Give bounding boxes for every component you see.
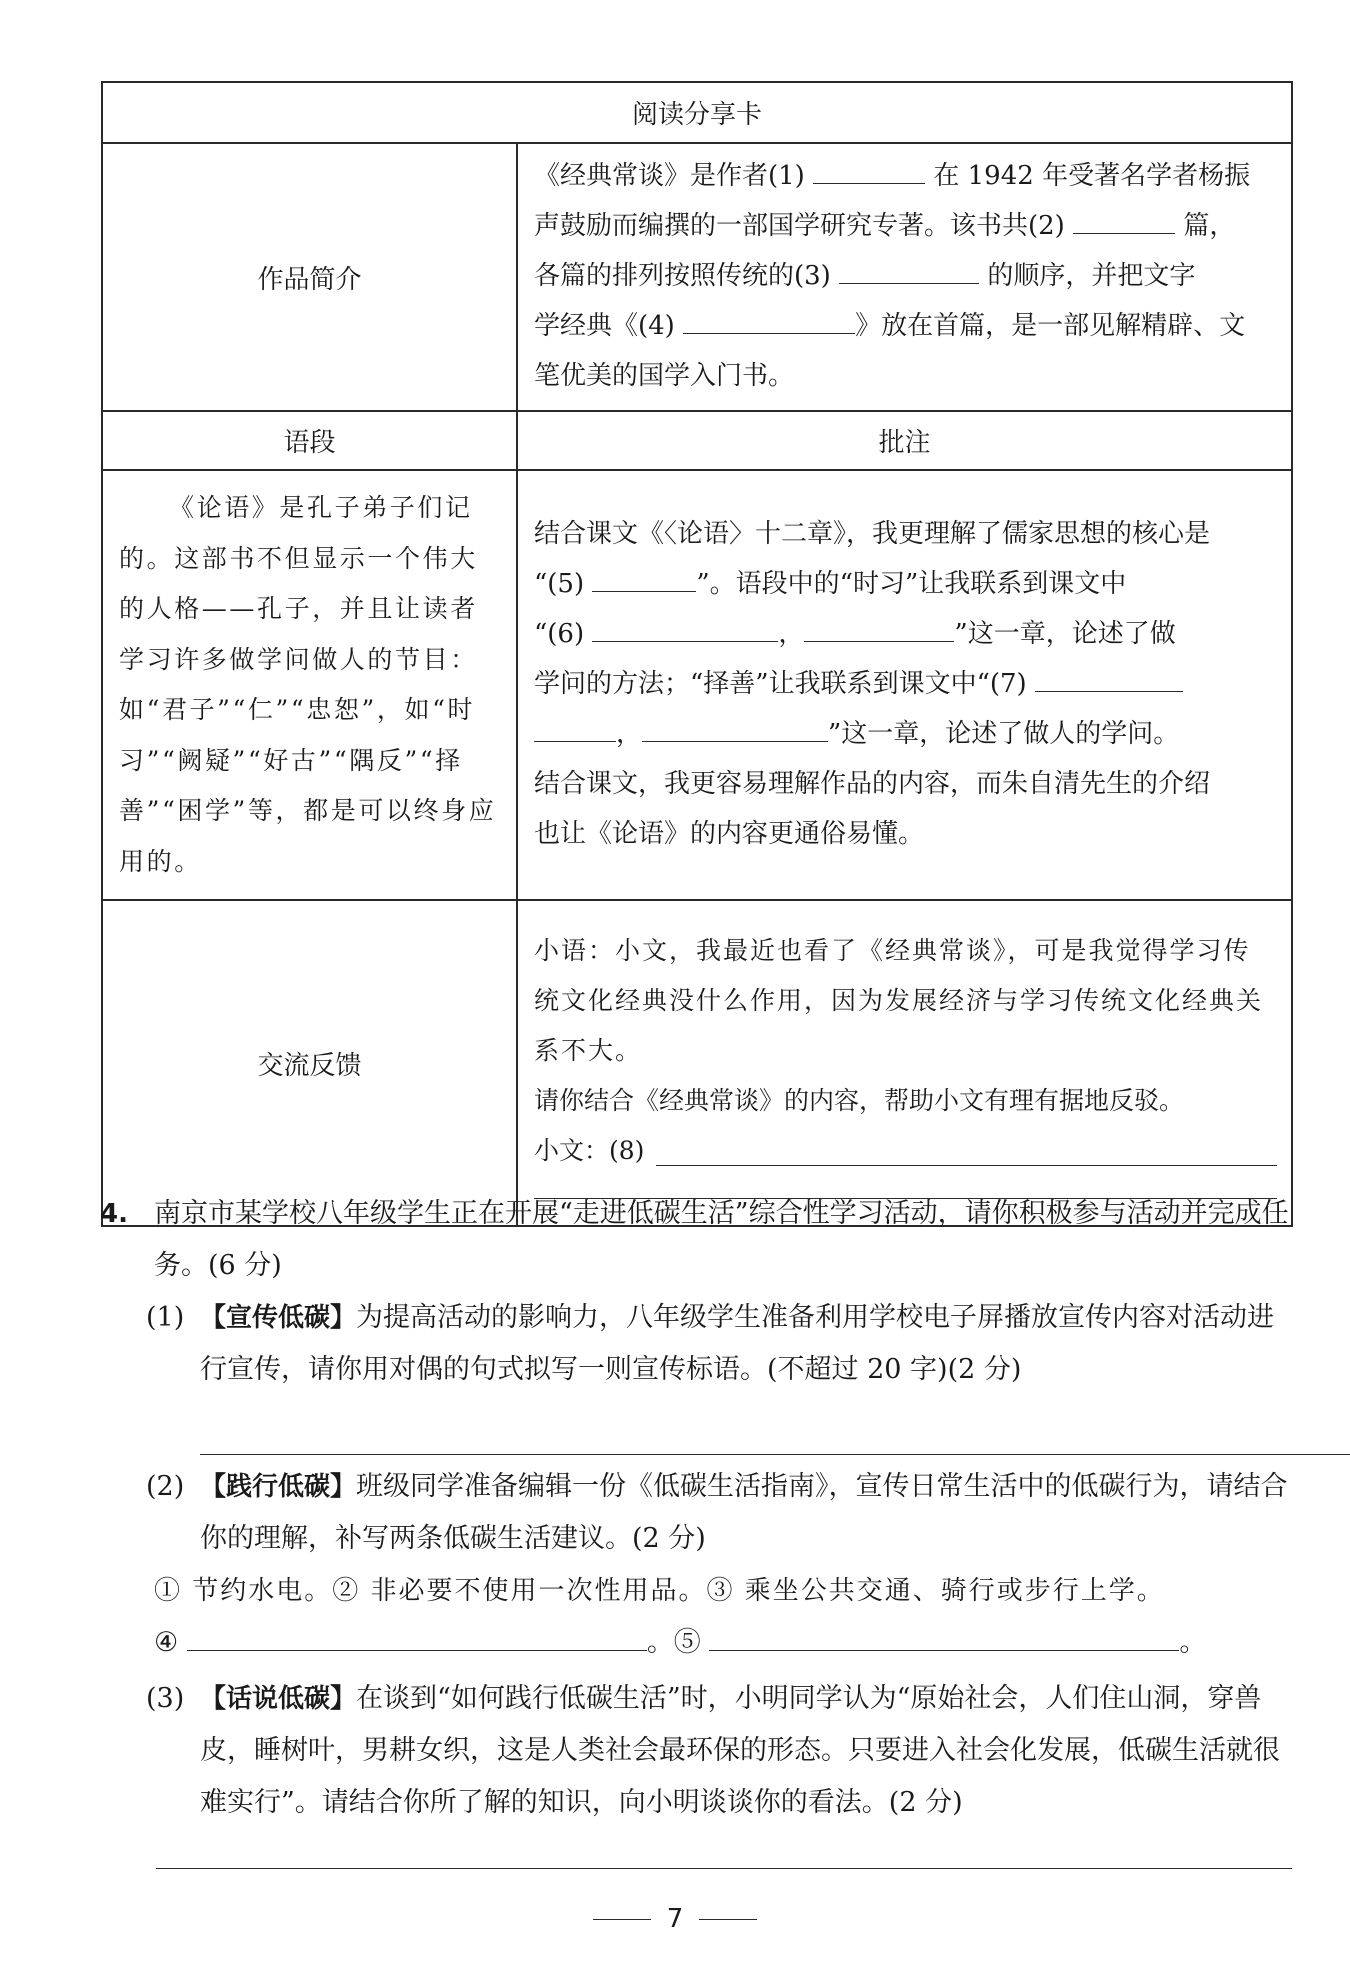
blank-5[interactable] xyxy=(592,561,696,592)
card-title: 阅读分享卡 xyxy=(102,82,1292,143)
blank-1[interactable] xyxy=(813,153,925,184)
blank-suggestion-5[interactable] xyxy=(709,1620,1179,1651)
col-passage: 语段 xyxy=(102,411,517,470)
page-number: 7 xyxy=(666,1904,684,1934)
blank-6b[interactable] xyxy=(804,611,954,642)
blank-2[interactable] xyxy=(1073,203,1175,234)
reading-share-card xyxy=(101,81,1293,1227)
answer-line-3[interactable] xyxy=(156,1868,1292,1869)
feedback-label: 交流反馈 xyxy=(102,900,517,1226)
feedback-text: 小语：小文，我最近也看了《经典常谈》，可是我觉得学习传统文化经典没什么作用，因为发展经济与学习传统文化经典关系不大。 请你结合《经典常谈》的内容，帮助小文有理有据地反驳。 小文：(8) xyxy=(517,900,1292,1226)
blank-4[interactable] xyxy=(683,303,855,334)
blank-7a[interactable] xyxy=(1035,661,1183,692)
blank-7c[interactable] xyxy=(642,711,828,742)
blank-6a[interactable] xyxy=(592,611,778,642)
blank-3[interactable] xyxy=(839,253,979,284)
sub-question-3: (3) 【话说低碳】在谈到“如何践行低碳生活”时，小明同学认为“原始社会，人们住山洞，穿兽皮，睡树叶，男耕女织，这是人类社会最环保的形态。只要进入社会化发展，低碳生活就很难实行”。请结合你所了解的知识，向小明谈谈你的看法。(2 分) xyxy=(146,1683,1280,1818)
col-note: 批注 xyxy=(517,411,1292,470)
question-number: 4. xyxy=(100,1199,128,1229)
answer-line-8[interactable] xyxy=(656,1133,1277,1166)
sub-question-2: (2) 【践行低碳】班级同学准备编辑一份《低碳生活指南》，宣传日常生活中的低碳行为，请结合你的理解，补写两条低碳生活建议。(2 分) xyxy=(146,1471,1288,1554)
answer-line-1[interactable] xyxy=(200,1396,1350,1455)
intro-text: 《经典常谈》是作者(1) 在 1942 年受著名学者杨振 声鼓励而编撰的一部国学研究专著。该书共(2) 篇， 各篇的排列按照传统的(3) 的顺序，并把文字 学经典《(4) 》放在首篇，是一部见解精辟、文 笔优美的国学入门书。 xyxy=(517,143,1292,411)
question-4 xyxy=(100,1188,1300,1829)
note-text: 结合课文《〈论语〉十二章》，我更理解了儒家思想的核心是 “(5) ”。语段中的“时习”让我联系到课文中 “(6) ， ”这一章，论述了做 学问的方法；“择善”让我联系到课文中“(7) ， ”这一章，论述了做人的学问。 结合课文，我更容易理解作品的内容，而朱自清先生的介绍 也让《论语》的内容更通俗易懂。 xyxy=(517,470,1292,900)
passage-quote: 《论语》是孔子弟子们记的。这部书不但显示一个伟大的人格——孔子，并且让读者学习许多做学问做人的节目：如“君子”“仁”“忠恕”，如“时习”“阙疑”“好古”“隅反”“择善”“困学”等，都是可以终身应用的。 xyxy=(102,470,517,900)
page-footer xyxy=(0,1904,1350,1934)
question-stem: 南京市某学校八年级学生正在开展“走进低碳生活”综合性学习活动，请你积极参与活动并完成任务。(6 分) xyxy=(154,1198,1289,1281)
suggestion-blanks: ④ 。⑤ 。 xyxy=(100,1617,1300,1669)
blank-7b[interactable] xyxy=(534,711,616,742)
sub-question-1: (1) 【宣传低碳】为提高活动的影响力，八年级学生准备利用学校电子屏播放宣传内容对活动进行宣传，请你用对偶的句式拟写一则宣传标语。(不超过 20 字)(2 分) xyxy=(146,1302,1275,1385)
intro-label: 作品简介 xyxy=(102,143,517,411)
suggestions: ① 节约水电。② 非必要不使用一次性用品。③ 乘坐公共交通、骑行或步行上学。 xyxy=(154,1576,1165,1606)
blank-suggestion-4[interactable] xyxy=(187,1620,647,1651)
